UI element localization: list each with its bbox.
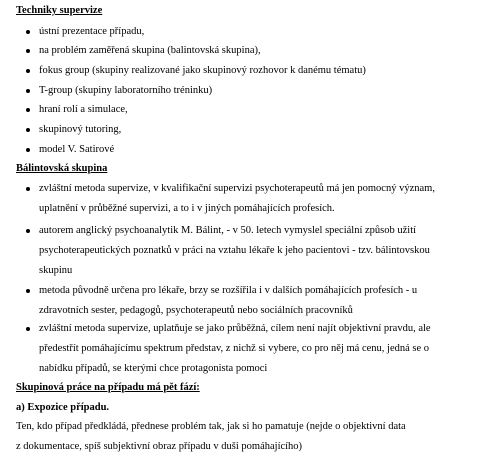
paragraph-line: Ten, kdo případ předkládá, přednese problém tak, jak si ho pamatuje (nejde o objektivní data	[16, 421, 406, 432]
list-item-text: autorem anglický psychoanalytik M. Bálint, - v 50. letech vymyslel speciální způsob užití	[39, 225, 417, 236]
list-item-text: skupinový tutoring,	[39, 124, 122, 135]
list-item-text: metoda původně určena pro lékaře, brzy se rozšířila i v dalších pomáhajících profesích - u	[39, 285, 418, 296]
bullet-icon	[26, 30, 30, 34]
list-item-text: zvláštní metoda supervize, v kvalifikační supervizi psychoterapeutů má jen pomocný význam,	[39, 183, 435, 194]
bullet-icon	[26, 148, 30, 152]
list-item-text: ústní prezentace případu,	[39, 26, 145, 37]
bullet-icon	[26, 327, 30, 331]
subheading-expozice: a) Expozice případu.	[16, 402, 110, 413]
list-item-text: zvláštní metoda supervize, uplatňuje se jako průběžná, cílem není najít objektivní pravdu, ale	[39, 323, 431, 334]
list-item-text: hraní rolí a simulace,	[39, 104, 128, 115]
list-item-text: uplatnění v průběžné supervizi, a to i v jiných pomáhajících profesích.	[39, 203, 335, 214]
list-item-text: na problém zaměřená skupina (balintovská skupina),	[39, 45, 261, 56]
bullet-icon	[26, 89, 30, 93]
list-item-text: model V. Satirové	[39, 144, 115, 155]
bullet-icon	[26, 49, 30, 53]
list-item-text: zdravotních sester, pedagogů, psychoterapeutů nebo sociálních pracovníků	[39, 305, 353, 316]
list-item-text: psychoterapeutických poznatků v práci na vztahu lékaře k jeho pacientovi - tzv. bálintovskou	[39, 245, 430, 256]
list-item-text: nabídku případů, se kterými chce protagonista pomoci	[39, 363, 268, 374]
heading-skupinova-prace: Skupinová práce na případu má pět fází:	[16, 382, 200, 393]
paragraph-line: z dokumentace, spíš subjektivní obraz případu v duši pomáhajícího)	[16, 441, 303, 452]
bullet-icon	[26, 108, 30, 112]
list-item-text: předestřít pomáhajícímu spektrum představ, z nichž si vybere, co pro něj má cenu, jedná se o	[39, 343, 430, 354]
list-item-text: fokus group (skupiny realizované jako skupinový rozhovor k danému tématu)	[39, 65, 366, 76]
heading-techniky-supervize: Techniky supervize	[16, 5, 103, 16]
list-item-text: T-group (skupiny laboratorního tréninku)	[39, 85, 213, 96]
bullet-icon	[26, 289, 30, 293]
bullet-icon	[26, 69, 30, 73]
bullet-icon	[26, 187, 30, 191]
heading-balintovska-skupina: Bálintovská skupina	[16, 163, 108, 174]
bullet-icon	[26, 128, 30, 132]
bullet-icon	[26, 229, 30, 233]
list-item-text: skupinu	[39, 265, 73, 276]
